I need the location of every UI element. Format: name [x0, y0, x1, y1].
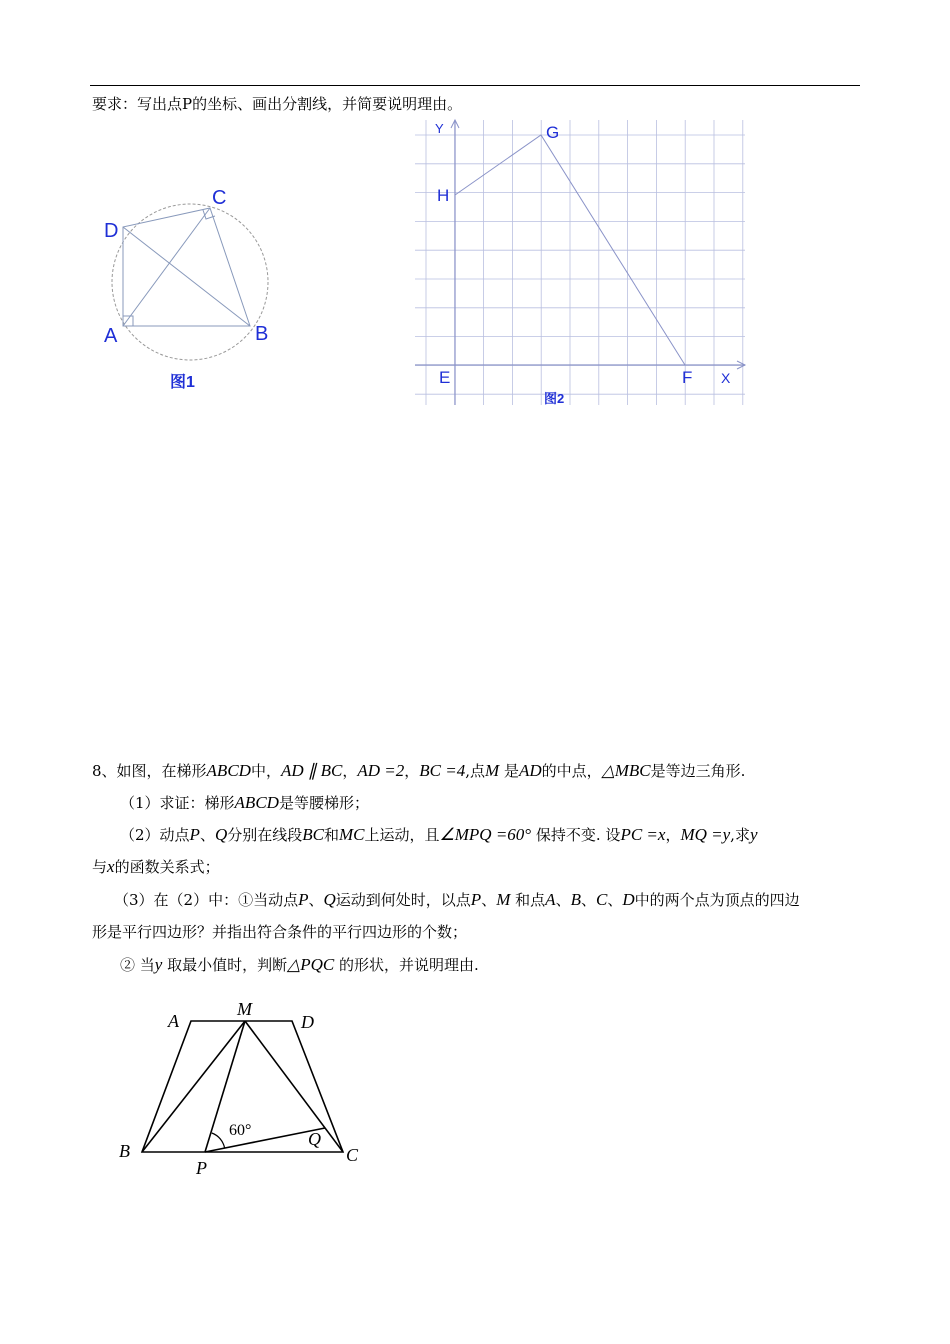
- q3-triangle-pqc: △PQC: [287, 955, 335, 974]
- stem-text: ,点: [465, 762, 485, 780]
- q1-text: 是等腰梯形；: [278, 794, 369, 812]
- q2-text: 的函数关系式；: [114, 858, 220, 876]
- label-a: A: [104, 325, 118, 347]
- q3-text: 中的两个点为顶点的四边: [634, 891, 800, 909]
- q2-text: 分别在线段: [227, 826, 303, 844]
- q2-text: 和: [323, 826, 339, 844]
- figure-3: [110, 995, 370, 1185]
- label-d: D: [301, 1012, 314, 1032]
- q1-abcd: ABCD: [234, 793, 279, 812]
- figure-2: [410, 115, 750, 410]
- label-b: B: [119, 1141, 130, 1161]
- figure-1-caption: 图1: [170, 374, 195, 391]
- label-e: E: [439, 368, 451, 387]
- top-rule: [90, 85, 860, 86]
- stem-text: 是等边三角形.: [650, 762, 746, 780]
- q2-mc: MC: [339, 825, 365, 844]
- stem-ad-par-bc: AD ∥ BC: [280, 761, 343, 780]
- stem-text: ，: [404, 762, 420, 780]
- q3-d: D: [622, 890, 635, 909]
- q3-b: B: [570, 890, 581, 909]
- angle-label: 60°: [229, 1122, 252, 1139]
- q3-text: 运动到何处时，以点: [335, 891, 471, 909]
- stem-ad: AD: [518, 761, 542, 780]
- label-m: M: [237, 999, 252, 1019]
- q3-text: 、: [607, 891, 623, 909]
- stem-abcd: ABCD: [206, 761, 251, 780]
- quadrilateral: [123, 208, 250, 326]
- q3-text: 、: [308, 891, 324, 909]
- stem-bc-4: BC =4: [419, 761, 466, 780]
- label-p: P: [196, 1158, 207, 1178]
- stem-text: 是: [503, 762, 519, 780]
- q3-q: Q: [323, 890, 336, 909]
- q2-x: x: [107, 857, 115, 876]
- label-c: C: [346, 1145, 359, 1165]
- q2-pc-x: PC =x: [620, 825, 666, 844]
- stem-text: 中，: [250, 762, 281, 780]
- circumcircle: [112, 204, 268, 360]
- diagonal-db: [123, 227, 250, 326]
- axis-x-label: X: [721, 370, 731, 386]
- q2-p: P: [189, 825, 200, 844]
- label-a: A: [168, 1011, 179, 1031]
- stem-ad-2: AD =2: [357, 761, 405, 780]
- question-3: [114, 889, 800, 910]
- grid: [415, 120, 745, 405]
- q3-m: M: [496, 890, 511, 909]
- figure-2-caption: 图2: [544, 391, 565, 406]
- q3-text: 、: [481, 891, 497, 909]
- q2-text: 与: [92, 858, 108, 876]
- label-c: C: [212, 187, 227, 209]
- question-1: [120, 792, 369, 813]
- question-3-line2: 形是平行四边形？并指出符合条件的平行四边形的个数；: [92, 923, 468, 941]
- problem8-stem: [92, 760, 745, 781]
- stem-m: M: [485, 761, 500, 780]
- q2-text: 、: [199, 826, 215, 844]
- label-f: F: [682, 368, 693, 387]
- q3-p: P: [470, 890, 482, 909]
- q3-y: y: [154, 955, 163, 974]
- q2-text: ，: [665, 826, 681, 844]
- label-b: B: [255, 323, 269, 345]
- q2-y: y: [749, 825, 758, 844]
- label-h: H: [437, 186, 450, 205]
- q3-text: （3）在（2）中：①当动点: [114, 891, 299, 909]
- q2-bc: BC: [302, 825, 324, 844]
- q3-text: 取最小值时，判断: [167, 956, 288, 974]
- question-2-line2: [92, 856, 220, 877]
- angle-arc: [212, 1133, 225, 1148]
- q3-text: 、: [555, 891, 571, 909]
- q2-q: Q: [214, 825, 228, 844]
- q3-c: C: [595, 890, 608, 909]
- segment-mc: [245, 1021, 343, 1152]
- question-2: [120, 824, 758, 845]
- requirement-text: 要求：写出点P的坐标、画出分割线，并简要说明理由。: [92, 95, 463, 113]
- label-q: Q: [308, 1129, 321, 1149]
- q2-mq-y: MQ =y: [680, 825, 731, 844]
- axis-y-label: Y: [435, 121, 444, 136]
- stem-text: ，: [342, 762, 358, 780]
- segment-pq: [205, 1128, 325, 1152]
- q3-text: 、: [580, 891, 596, 909]
- label-d: D: [104, 220, 119, 242]
- question-3-sub2: [120, 954, 479, 975]
- figure-1: [95, 180, 285, 395]
- q2-text: ,求: [730, 826, 750, 844]
- q3-text: 和点: [515, 891, 546, 909]
- q3-a: A: [545, 890, 556, 909]
- label-g: G: [546, 123, 560, 142]
- q2-angle: ∠MPQ =60°: [439, 825, 532, 844]
- q1-text: （1）求证：梯形: [120, 794, 235, 812]
- q3-text: ② 当: [120, 956, 155, 974]
- q3-p: P: [298, 890, 309, 909]
- q3-text: 的形状，并说明理由.: [338, 956, 479, 974]
- q2-text: 保持不变. 设: [535, 826, 621, 844]
- q2-text: 上运动，且: [364, 826, 440, 844]
- stem-text: 的中点，: [541, 762, 602, 780]
- stem-triangle-mbc: △MBC: [601, 761, 651, 780]
- q2-text: （2）动点: [120, 826, 190, 844]
- stem-text: 8、如图，在梯形: [92, 762, 207, 780]
